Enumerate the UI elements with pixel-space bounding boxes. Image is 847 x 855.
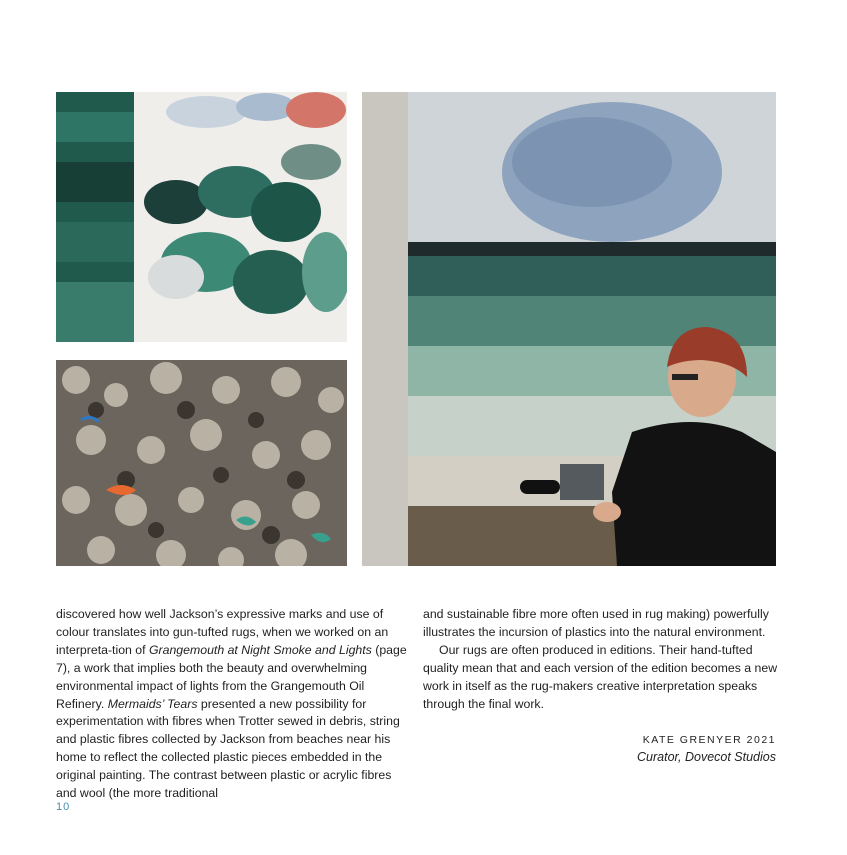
- body-text-right: [423, 606, 778, 713]
- paragraph-right-1: and sustainable fibre more often used in rug making) powerfully illustrates the incursion of plastics into the natural environment.: [423, 607, 769, 639]
- artist-tufting-photo: [362, 92, 776, 566]
- author-name: KATE GRENYER 2021: [642, 734, 776, 746]
- yarn-bundles-photo: [56, 92, 347, 342]
- body-text-left: [56, 606, 411, 803]
- tufted-rug-closeup-photo: [56, 360, 347, 566]
- author-role: Curator, Dovecot Studios: [637, 750, 776, 764]
- artwork-title: Mermaids’ Tears: [107, 696, 198, 711]
- paragraph-right-2: Our rugs are often produced in editions. Their hand-tufted quality mean that and each version of the edition becomes a new work in itself as the rug-makers creative interpretation speaks through the final work.: [423, 642, 778, 711]
- paragraph-left: discovered how well Jackson’s expressive marks and use of colour translates into gun-tufted rugs, when we worked on an interpreta-tion of Grangemouth at Night Smoke and Lights (page 7), a work that implies both the beauty and overwhelming environmental impact of lights from the Grangemouth Oil Refinery. Mermaids’ Tears presented a new possibility for experimentation with fibres when Trotter sewed in debris, string and plastic fibres collected by Jackson from beaches near his home to reflect the collected plastic pieces embedded in the original painting. The contrast between plastic or acrylic fibres and wool (the more traditional: [56, 607, 407, 801]
- page-number: 10: [56, 801, 71, 813]
- artwork-title: Grangemouth at Night Smoke and Lights: [148, 642, 372, 657]
